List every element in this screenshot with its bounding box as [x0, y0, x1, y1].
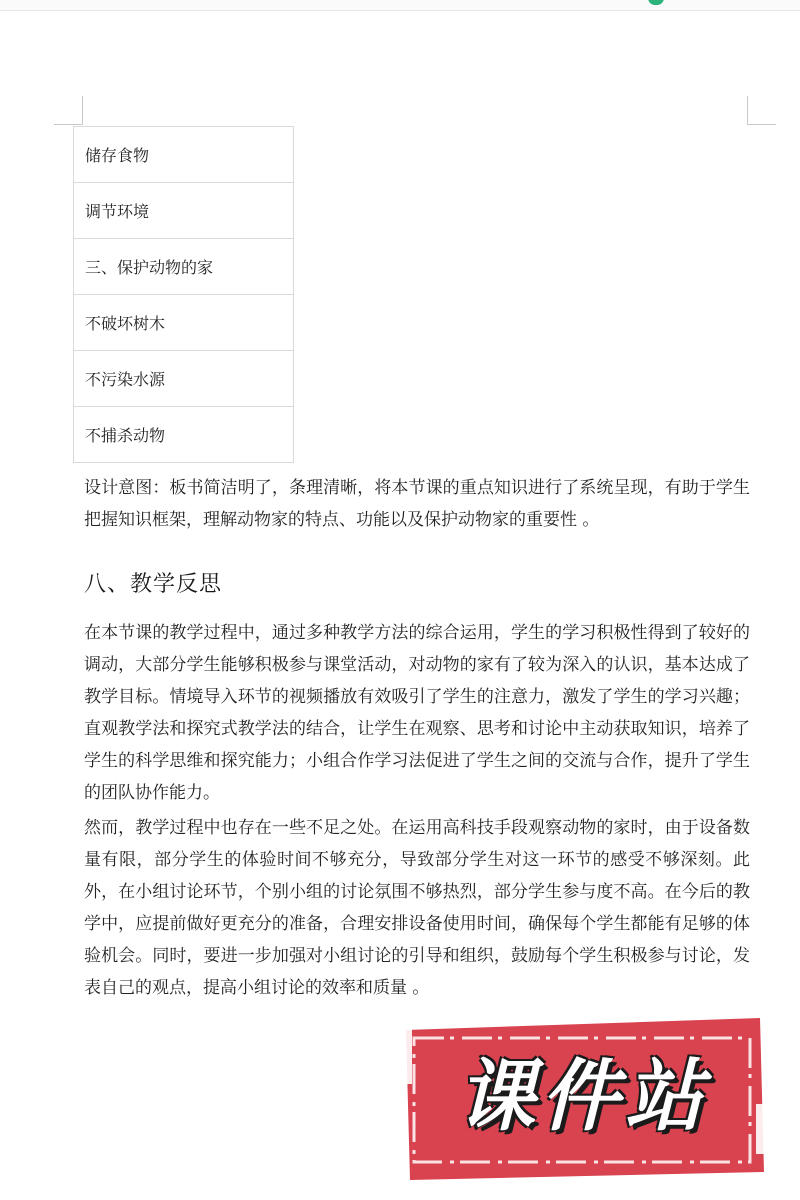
table-cell: 不捕杀动物: [74, 407, 294, 463]
status-indicator-icon: [648, 0, 664, 5]
table-cell: 不污染水源: [74, 351, 294, 407]
table-row: [74, 183, 294, 239]
reflection-paragraph-2: 然而，教学过程中也存在一些不足之处。在运用高科技手段观察动物的家时，由于设备数量有限，部分学生的体验时间不够充分，导致部分学生对这一环节的感受不够深刻。此外，在小组讨论环节，个别小组的讨论氛围不够热烈，部分学生参与度不高。在今后的教学中，应提前做好更充分的准备，合理安排设备使用时间，确保每个学生都能有足够的体验机会。同时，要进一步加强对小组讨论的引导和组织，鼓励每个学生积极参与讨论，发表自己的观点，提高小组讨论的效率和质量 。: [84, 818, 750, 998]
table-row: [74, 127, 294, 183]
table-row: [74, 351, 294, 407]
watermark-text: 课件站: [456, 1052, 709, 1142]
table-cell: 调节环境: [74, 183, 294, 239]
table-row: [74, 295, 294, 351]
design-intent-paragraph: 设计意图：板书简洁明了，条理清晰，将本节课的重点知识进行了系统呈现，有助于学生把握知识框架，理解动物家的特点、功能以及保护动物家的重要性 。: [84, 478, 750, 530]
table-cell: 不破坏树木: [74, 295, 294, 351]
watermark-stamp: [400, 1014, 766, 1184]
page-corner-mark-left: [54, 96, 83, 125]
reflection-paragraph-1: 在本节课的教学过程中，通过多种教学方法的综合运用，学生的学习积极性得到了较好的调动，大部分学生能够积极参与课堂活动，对动物的家有了较为深入的认识，基本达成了教学目标。情境导入环节的视频播放有效吸引了学生的注意力，激发了学生的学习兴趣；直观教学法和探究式教学法的结合，让学生在观察、思考和讨论中主动获取知识，培养了学生的科学思维和探究能力；小组合作学习法促进了学生之间的交流与合作，提升了学生的团队协作能力。: [84, 623, 750, 803]
board-outline-table: [73, 126, 294, 463]
table-row: [74, 239, 294, 295]
section-heading: 八、教学反思: [84, 572, 223, 597]
table-cell: 三、保护动物的家: [74, 239, 294, 295]
table-cell: 储存食物: [74, 127, 294, 183]
top-toolbar-edge: [0, 0, 800, 11]
page-corner-mark-right: [747, 96, 776, 125]
table-row: [74, 407, 294, 463]
